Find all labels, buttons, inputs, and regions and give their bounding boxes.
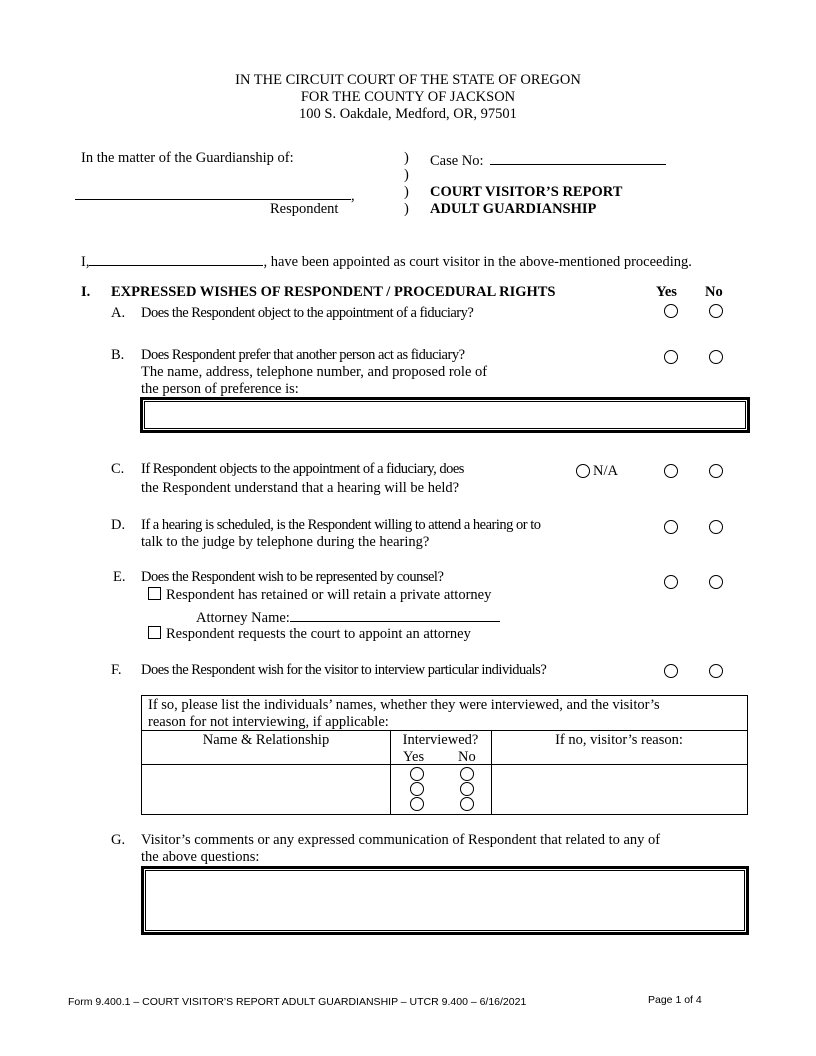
private-attorney-option[interactable] <box>148 587 491 604</box>
private-attorney-checkbox[interactable] <box>148 587 161 600</box>
table-intro: If so, please list the individuals’ names, whether they were interviewed, and the visitor’s <box>148 697 660 713</box>
item-b-question: Does Respondent prefer that another person act as fiduciary? <box>141 347 465 363</box>
case-number-label: Case No: <box>430 153 484 169</box>
item-f-label: F. <box>111 662 122 678</box>
attorney-name-line[interactable] <box>290 607 500 622</box>
item-c-question-cont: the Respondent understand that a hearing will be held? <box>141 480 460 496</box>
matter-label: In the matter of the Guardianship of: <box>81 150 294 166</box>
item-b-no-radio[interactable] <box>709 350 723 364</box>
report-subtitle: ADULT GUARDIANSHIP <box>430 201 597 217</box>
item-f-yes-radio[interactable] <box>664 664 678 678</box>
caption-paren: ) <box>404 167 409 183</box>
item-d-question: If a hearing is scheduled, is the Respondent willing to attend a hearing or to <box>141 517 541 533</box>
visitor-appointment-statement <box>81 251 692 271</box>
col-name-header: Name & Relationship <box>202 732 330 748</box>
col-interviewed-no: No <box>458 749 476 765</box>
private-attorney-label: Respondent has retained or will retain a private attorney <box>166 587 492 603</box>
section-number: I. <box>81 284 91 300</box>
item-e-question: Does the Respondent wish to be represented by counsel? <box>141 569 444 585</box>
row3-no-radio[interactable] <box>460 797 474 811</box>
item-a-question: Does the Respondent object to the appointment of a fiduciary? <box>141 305 474 321</box>
row3-yes-radio[interactable] <box>410 797 424 811</box>
attorney-name-label: Attorney Name: <box>196 610 290 626</box>
item-c-question: If Respondent objects to the appointment of a fiduciary, does <box>141 461 464 477</box>
item-a-no-radio[interactable] <box>709 304 723 318</box>
appointed-attorney-label: Respondent requests the court to appoint an attorney <box>166 626 471 642</box>
form-footer: Form 9.400.1 – COURT VISITOR’S REPORT ADULT GUARDIANSHIP – UTCR 9.400 – 6/16/2021 <box>68 996 527 1008</box>
table-intro-cont: reason for not interviewing, if applicable: <box>148 714 389 730</box>
yes-column-header: Yes <box>656 284 677 300</box>
item-f-no-radio[interactable] <box>709 664 723 678</box>
item-a-label: A. <box>111 305 126 321</box>
attorney-name-field[interactable] <box>196 607 500 627</box>
item-c-no-radio[interactable] <box>709 464 723 478</box>
item-a-yes-radio[interactable] <box>664 304 678 318</box>
visitor-name-line[interactable] <box>89 251 263 266</box>
caption-paren: ) <box>404 184 409 200</box>
section-title: EXPRESSED WISHES OF RESPONDENT / PROCEDURAL RIGHTS <box>111 284 556 300</box>
row1-yes-radio[interactable] <box>410 767 424 781</box>
appointed-attorney-checkbox[interactable] <box>148 626 161 639</box>
item-c-na-radio[interactable] <box>576 464 590 478</box>
case-number-line[interactable] <box>490 150 666 165</box>
interview-table <box>141 695 748 815</box>
row2-yes-radio[interactable] <box>410 782 424 796</box>
preferred-person-textbox[interactable] <box>140 397 750 433</box>
table-divider <box>142 764 747 765</box>
item-g-label: G. <box>111 832 126 848</box>
item-f-question: Does the Respondent wish for the visitor to interview particular individuals? <box>141 662 547 678</box>
caption-paren: ) <box>404 150 409 166</box>
table-divider <box>142 730 747 731</box>
page-number: Page 1 of 4 <box>648 994 702 1006</box>
county-name: FOR THE COUNTY OF JACKSON <box>300 89 516 105</box>
respondent-comma: , <box>351 188 355 204</box>
item-c-yes-radio[interactable] <box>664 464 678 478</box>
caption-paren: ) <box>404 201 409 217</box>
intro-suffix: , have been appointed as court visitor in the above-mentioned proceeding. <box>263 254 692 270</box>
court-address: 100 S. Oakdale, Medford, OR, 97501 <box>299 106 517 122</box>
item-c-na-label: N/A <box>593 463 618 479</box>
item-c-label: C. <box>111 461 125 477</box>
item-b-instruction-cont: the person of preference is: <box>141 381 299 397</box>
col-interviewed-header: Interviewed? <box>402 732 479 748</box>
col-interviewed-yes: Yes <box>403 749 425 765</box>
intro-prefix: I, <box>81 254 90 270</box>
item-d-question-cont: talk to the judge by telephone during the hearing? <box>141 534 430 550</box>
case-number-field[interactable] <box>430 150 666 170</box>
item-g-question-cont: the above questions: <box>141 849 260 865</box>
appointed-attorney-option[interactable] <box>148 626 471 643</box>
item-b-instruction: The name, address, telephone number, and proposed role of <box>141 364 488 380</box>
item-g-question: Visitor’s comments or any expressed communication of Respondent that related to any of <box>141 832 661 848</box>
visitor-comments-textbox[interactable] <box>141 866 749 935</box>
no-column-header: No <box>705 284 723 300</box>
col-reason-header: If no, visitor’s reason: <box>555 732 683 748</box>
row1-no-radio[interactable] <box>460 767 474 781</box>
respondent-label: Respondent <box>270 201 339 217</box>
item-d-no-radio[interactable] <box>709 520 723 534</box>
item-b-label: B. <box>111 347 125 363</box>
item-d-label: D. <box>111 517 126 533</box>
item-e-label: E. <box>113 569 126 585</box>
row2-no-radio[interactable] <box>460 782 474 796</box>
item-e-yes-radio[interactable] <box>664 575 678 589</box>
item-e-no-radio[interactable] <box>709 575 723 589</box>
item-d-yes-radio[interactable] <box>664 520 678 534</box>
report-title: COURT VISITOR’S REPORT <box>430 184 623 200</box>
court-name: IN THE CIRCUIT COURT OF THE STATE OF OREGON <box>235 72 581 88</box>
item-b-yes-radio[interactable] <box>664 350 678 364</box>
